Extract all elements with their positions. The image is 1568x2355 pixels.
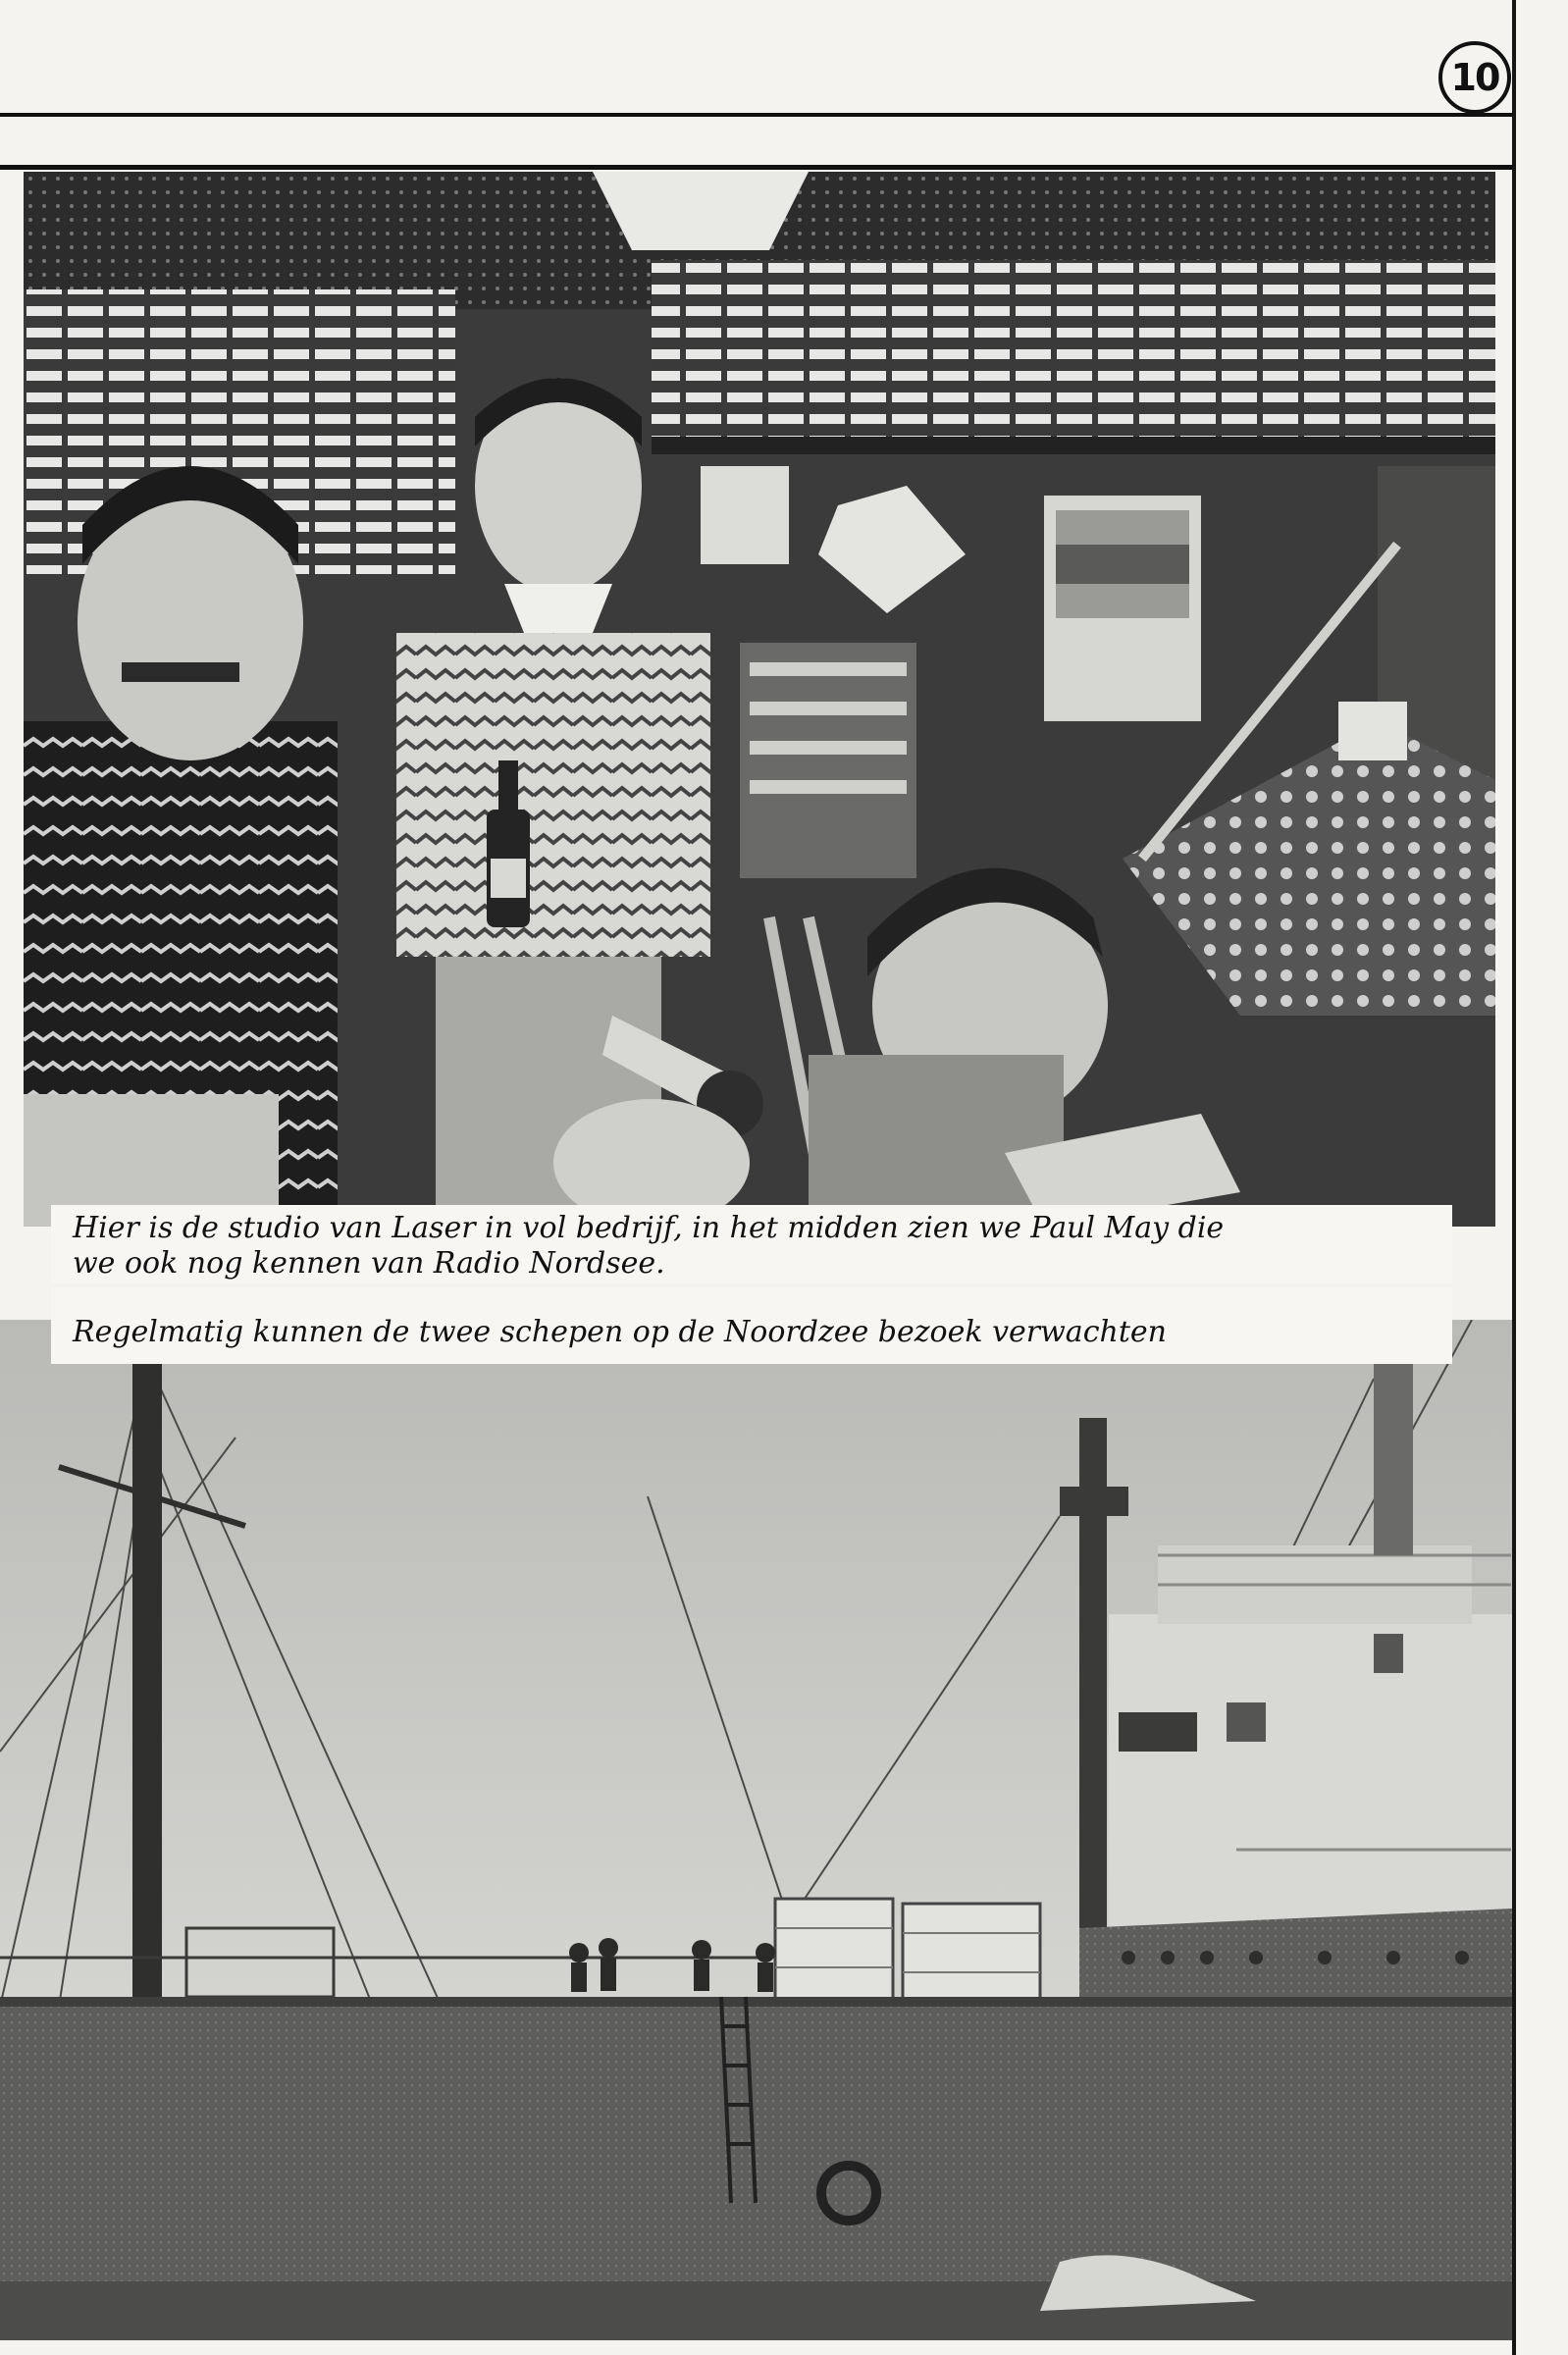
ships-photo	[0, 1320, 1512, 2340]
studio-caption-line2: we ook nog kennen van Radio Nordsee.	[73, 1246, 665, 1281]
page-edge-rule	[1512, 0, 1516, 2355]
studio-caption	[51, 1205, 1452, 1283]
ships-caption	[51, 1287, 1452, 1364]
page-number: 10	[1450, 56, 1499, 99]
ships-photo-image	[0, 1320, 1512, 2340]
page-number-badge	[1438, 41, 1511, 114]
header-rule-bottom	[0, 165, 1516, 170]
ships-caption-text: Regelmatig kunnen de twee schepen op de Noordzee bezoek verwachten	[73, 1315, 1167, 1349]
studio-caption-line1: Hier is de studio van Laser in vol bedrijf, in het midden zien we Paul May die	[73, 1211, 1225, 1245]
header-rule-top	[0, 113, 1516, 117]
studio-photo-image	[24, 172, 1495, 1227]
studio-photo	[24, 172, 1495, 1227]
